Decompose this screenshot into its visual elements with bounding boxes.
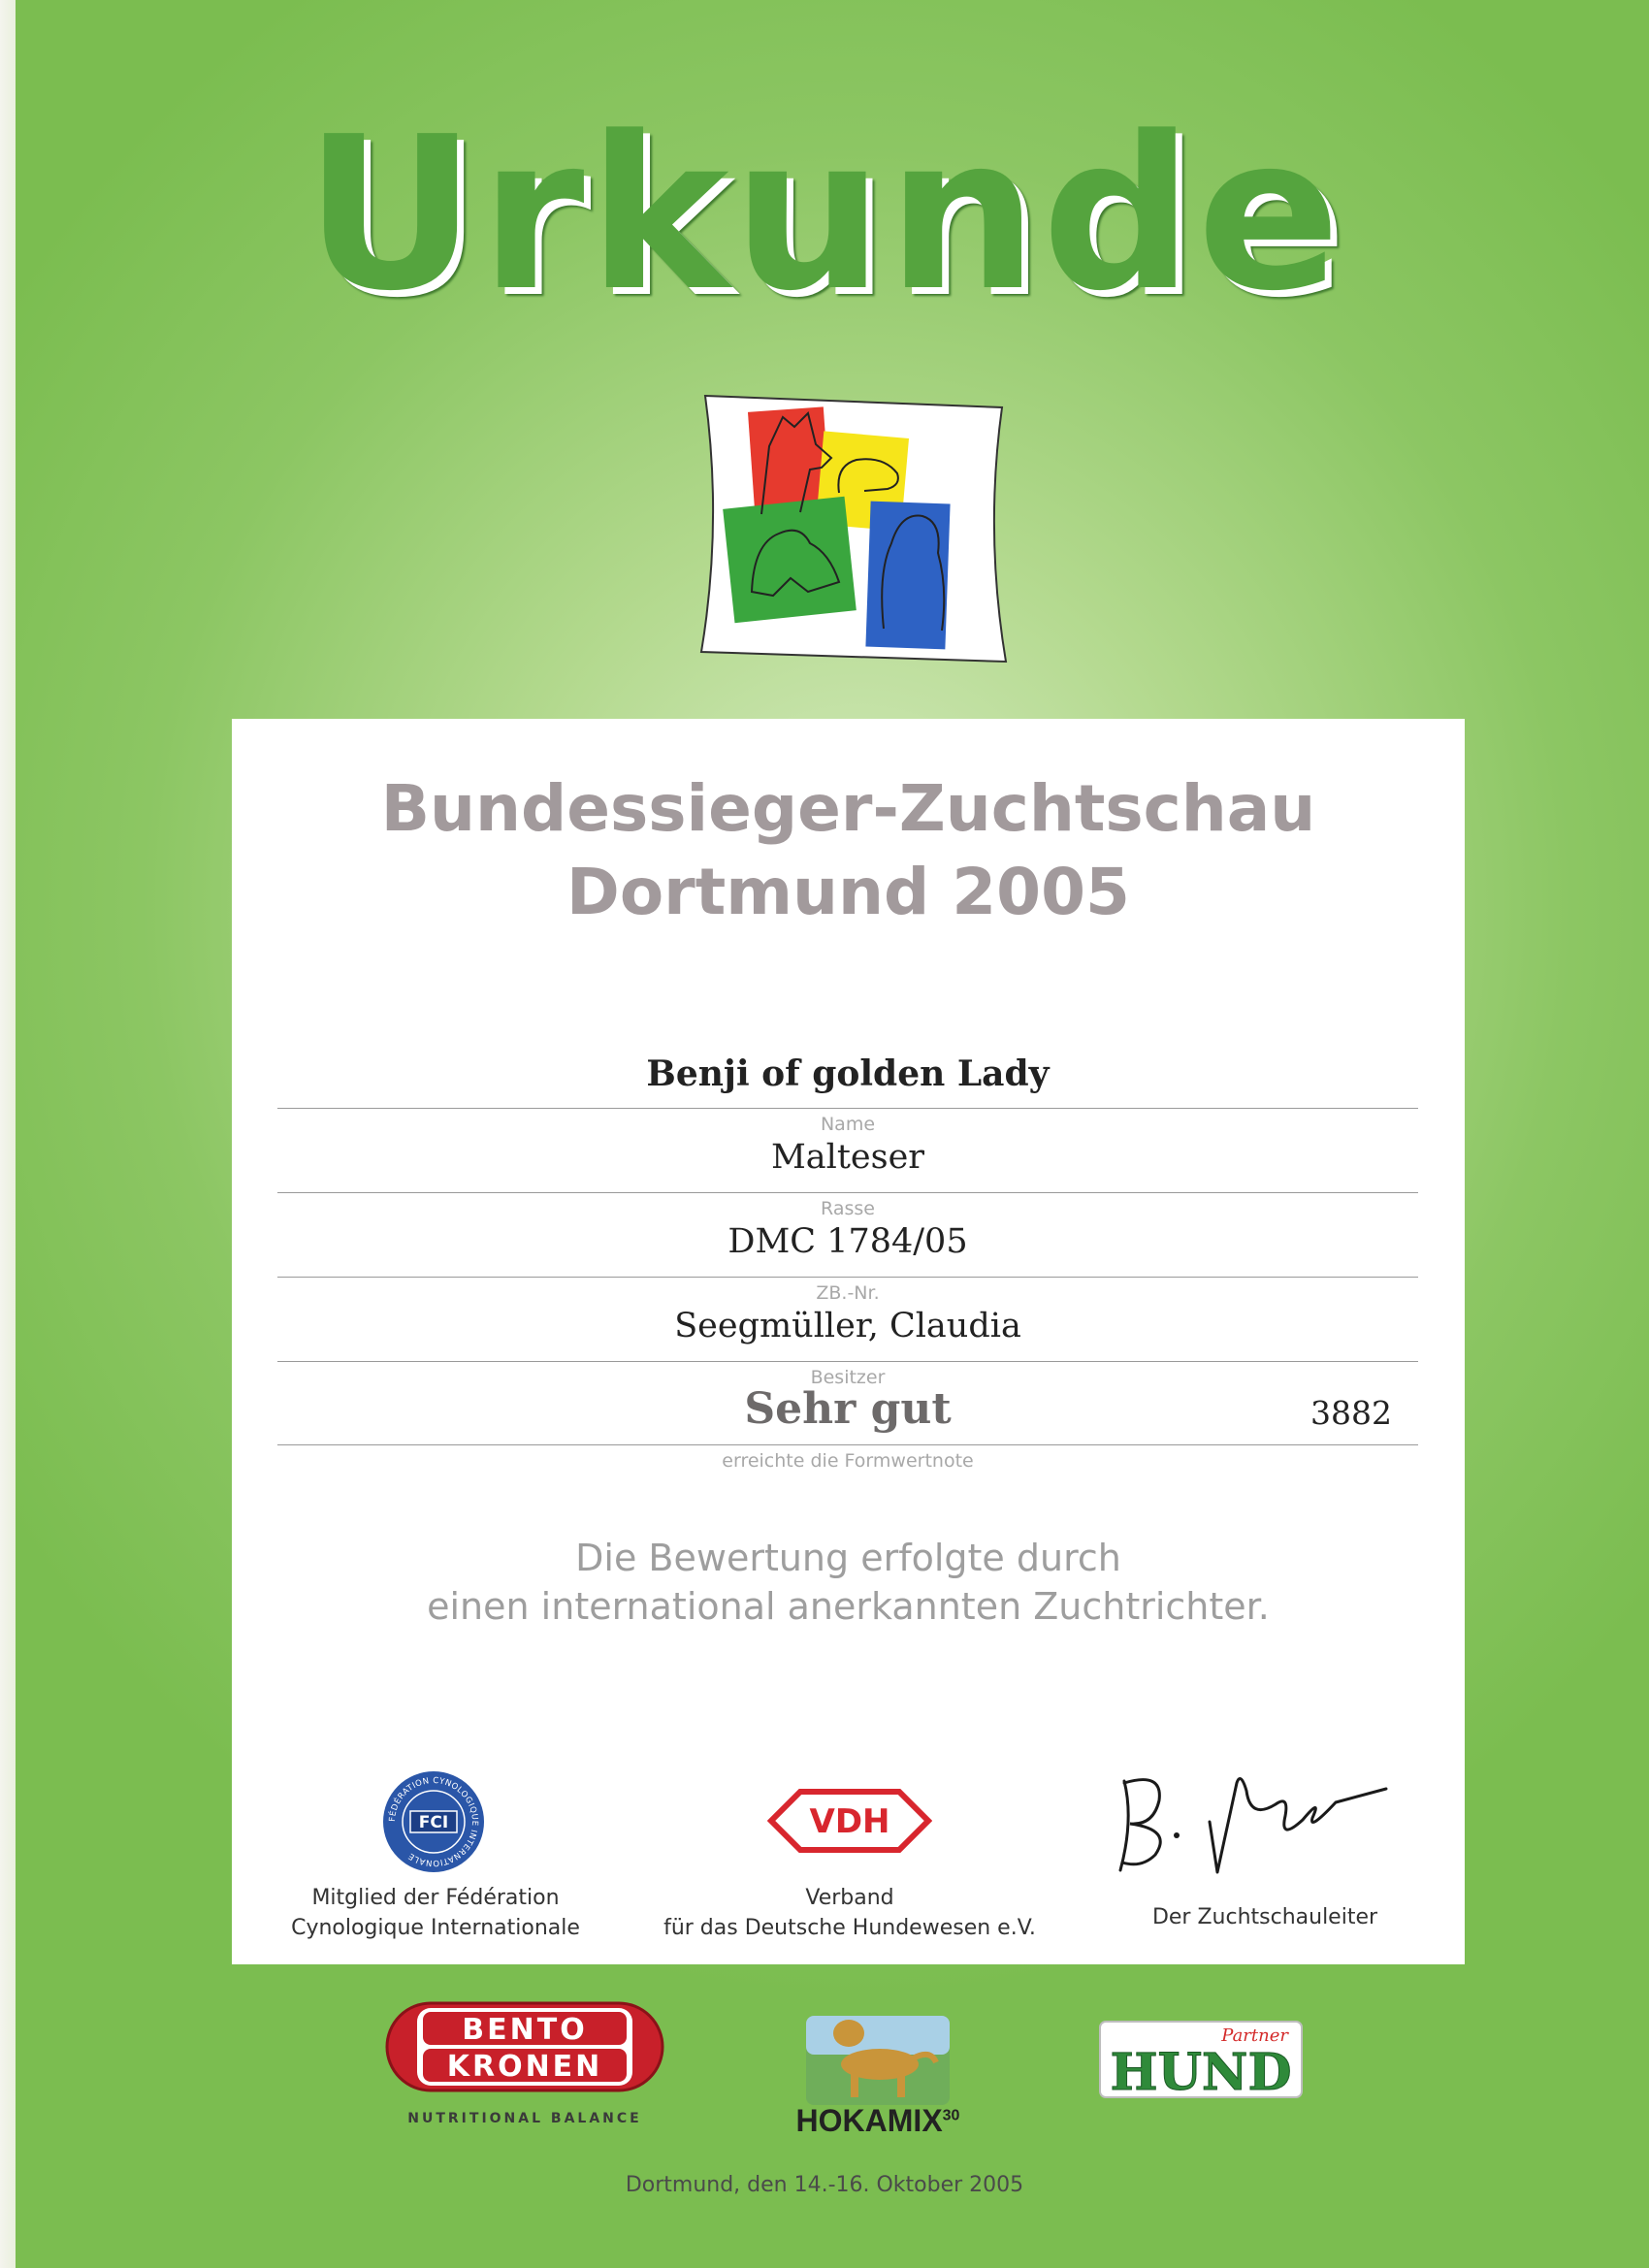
- hokamix-name: HOKAMIX: [795, 2103, 943, 2138]
- breed-value: Malteser: [770, 1138, 925, 1177]
- fci-logo-text: FCI: [418, 1813, 449, 1832]
- dog-breeds-logo: [694, 388, 1014, 669]
- vdh-caption-line2: für das Deutsche Hundewesen e.V.: [663, 1916, 1036, 1940]
- partner-logo-top: Partner: [1221, 2025, 1288, 2046]
- hokamix-brand: [776, 2103, 980, 2139]
- judging-statement-line1: Die Bewertung erfolgte durch: [575, 1537, 1121, 1579]
- breed-caption: Rasse: [821, 1198, 875, 1219]
- registry-number-underline: [277, 1277, 1418, 1278]
- dog-name-underline: [277, 1108, 1418, 1109]
- registry-number-value: DMC 1784/05: [728, 1222, 968, 1261]
- grade-number: 3882: [1310, 1394, 1392, 1432]
- vdh-logo-text: VDH: [809, 1802, 890, 1841]
- partner-hund-logo: [1098, 2020, 1304, 2099]
- judging-statement: [232, 1534, 1465, 1631]
- bento-tagline: NUTRITIONAL BALANCE: [407, 2111, 642, 2126]
- vdh-caption: [646, 1883, 1053, 1943]
- grade-value: Sehr gut: [744, 1384, 952, 1434]
- certificate-content-panel: [232, 719, 1465, 1964]
- fci-caption-line2: Cynologique Internationale: [291, 1916, 580, 1940]
- certificate-heading: Urkunde: [305, 92, 1344, 338]
- bento-logo-line1: BENTO: [462, 2013, 588, 2047]
- fci-logo: [381, 1769, 486, 1874]
- owner-value: Seegmüller, Claudia: [674, 1307, 1021, 1345]
- dog-name-caption: Name: [820, 1114, 876, 1135]
- dog-name-value: Benji of golden Lady: [646, 1053, 1050, 1094]
- owner-underline: [277, 1361, 1418, 1362]
- vdh-caption-line1: Verband: [805, 1886, 894, 1910]
- registry-number-caption: ZB.-Nr.: [816, 1282, 880, 1304]
- event-date-footer: Dortmund, den 14.-16. Oktober 2005: [625, 2173, 1024, 2197]
- signature: [1095, 1762, 1396, 1888]
- grade-caption: erreichte die Formwertnote: [722, 1450, 974, 1472]
- fci-ring-text: FÉDÉRATION CYNOLOGIQUE INTERNATIONALE: [387, 1775, 480, 1868]
- owner-caption: Besitzer: [810, 1367, 886, 1388]
- bento-kronen-logo: [384, 2000, 665, 2093]
- fci-caption: [261, 1883, 610, 1943]
- hokamix-superscript: 30: [942, 2107, 960, 2124]
- hokamix-logo: [800, 1991, 955, 2107]
- show-title: [232, 767, 1465, 934]
- partner-logo-main: HUND: [1110, 2043, 1292, 2099]
- vdh-logo: [767, 1786, 932, 1856]
- show-title-line2: Dortmund 2005: [566, 855, 1130, 929]
- show-title-line1: Bundessieger-Zuchtschau: [380, 771, 1316, 846]
- grade-underline: [277, 1444, 1418, 1445]
- breed-underline: [277, 1192, 1418, 1193]
- fci-caption-line1: Mitglied der Fédération: [311, 1886, 560, 1910]
- judging-statement-line2: einen international anerkannten Zuchtrichter.: [427, 1585, 1270, 1628]
- bento-logo-line2: KRONEN: [446, 2050, 603, 2084]
- signature-role: Der Zuchtschauleiter: [1151, 1905, 1378, 1929]
